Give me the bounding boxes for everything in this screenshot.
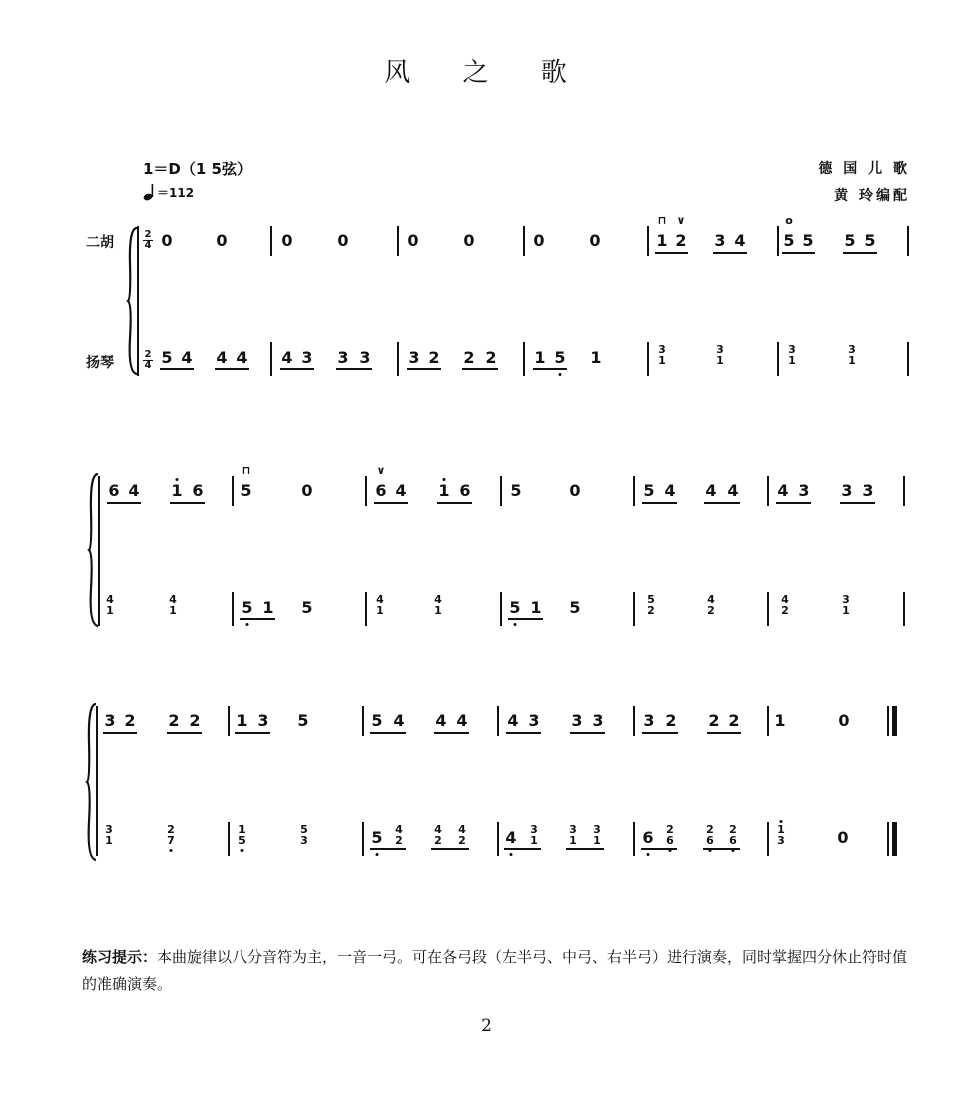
barline: [365, 476, 367, 506]
erhu-note: 4: [435, 711, 447, 730]
erhu-note: 1: [236, 711, 248, 730]
chord-lower-note: 1: [530, 834, 538, 847]
erhu-note: 3: [257, 711, 269, 730]
erhu-note: 3: [528, 711, 540, 730]
erhu-note: 4: [705, 481, 717, 500]
yangqin-chord: [716, 344, 724, 366]
yangqin-note: 4: [181, 348, 193, 367]
eighth-underline: [508, 618, 543, 620]
chord-upper-note: 3: [658, 343, 666, 356]
yangqin-chord: [707, 594, 715, 616]
chord-lower-note: 1: [658, 354, 666, 367]
chord-lower-note: 2: [707, 604, 715, 617]
chord-lower-note: 1: [169, 604, 177, 617]
yangqin-note: 1: [530, 598, 542, 617]
final-barline-thick: [892, 706, 897, 736]
yangqin-chord: [106, 594, 114, 616]
chord-lower-note: 1: [593, 834, 601, 847]
eighth-underline: [240, 618, 275, 620]
yangqin-chord: [777, 824, 785, 846]
octave-dot-low: [559, 373, 562, 376]
chord-lower-note: 2: [647, 604, 655, 617]
erhu-note: 0: [281, 231, 293, 250]
eighth-underline: [215, 368, 249, 370]
eighth-underline: [462, 368, 498, 370]
eighth-underline: [566, 848, 604, 850]
erhu-note: 1: [171, 481, 183, 500]
erhu-note: 5: [297, 711, 309, 730]
barline: [500, 476, 502, 506]
final-barline-thick: [892, 822, 897, 856]
page-number: 2: [481, 1016, 492, 1036]
erhu-note: 1: [438, 481, 450, 500]
yangqin-note: 1: [534, 348, 546, 367]
octave-dot-high: [176, 478, 179, 481]
barline: [397, 226, 399, 256]
bowing-mark-down: ⊓: [657, 214, 667, 227]
erhu-note: 5: [783, 231, 795, 250]
chord-upper-note: 4: [781, 593, 789, 606]
yangqin-chord: [569, 824, 577, 846]
erhu-note: 5: [864, 231, 876, 250]
yangqin-note: 5: [161, 348, 173, 367]
chord-upper-note: 4: [106, 593, 114, 606]
yangqin-chord: [300, 824, 308, 846]
yangqin-note: 3: [337, 348, 349, 367]
erhu-note: 3: [862, 481, 874, 500]
yangqin-note: 3: [359, 348, 371, 367]
yangqin-chord: [105, 824, 113, 846]
chord-upper-note: 1: [238, 823, 246, 836]
erhu-note: 5: [510, 481, 522, 500]
eighth-underline: [107, 502, 141, 504]
barline: [633, 592, 635, 626]
eighth-underline: [776, 502, 811, 504]
yangqin-note: 2: [485, 348, 497, 367]
octave-dot-low: [241, 849, 244, 852]
barline: [497, 822, 499, 856]
yangqin-chord: [593, 824, 601, 846]
chord-lower-note: 1: [842, 604, 850, 617]
barline: [365, 592, 367, 626]
barline: [907, 342, 909, 376]
chord-upper-note: 3: [788, 343, 796, 356]
eighth-underline: [167, 732, 202, 734]
erhu-note: 4: [727, 481, 739, 500]
yangqin-note: 5: [371, 828, 383, 847]
erhu-note: 4: [395, 481, 407, 500]
yangqin-chord: [434, 824, 442, 846]
yangqin-chord: [167, 824, 175, 846]
final-barline-thin: [887, 706, 889, 736]
eighth-underline: [641, 848, 677, 850]
yangqin-chord: [729, 824, 737, 846]
barline: [523, 342, 525, 376]
chord-lower-note: 3: [300, 834, 308, 847]
yangqin-note: 6: [642, 828, 654, 847]
yangqin-note: 2: [428, 348, 440, 367]
erhu-note: 3: [571, 711, 583, 730]
yangqin-note: 4: [281, 348, 293, 367]
yangqin-note: 0: [837, 828, 849, 847]
chord-lower-note: 1: [106, 604, 114, 617]
erhu-note: 0: [589, 231, 601, 250]
eighth-underline: [170, 502, 205, 504]
eighth-underline: [280, 368, 314, 370]
yangqin-note: 5: [569, 598, 581, 617]
yangqin-note: 5: [509, 598, 521, 617]
eighth-underline: [407, 368, 441, 370]
chord-lower-note: 3: [777, 834, 785, 847]
eighth-underline: [840, 502, 875, 504]
eighth-underline: [431, 848, 469, 850]
eighth-underline: [570, 732, 605, 734]
barline: [232, 476, 234, 506]
chord-upper-note: 5: [647, 593, 655, 606]
erhu-note: 0: [216, 231, 228, 250]
chord-lower-note: 7: [167, 834, 175, 847]
chord-lower-note: 2: [781, 604, 789, 617]
eighth-underline: [160, 368, 194, 370]
erhu-note: 1: [656, 231, 668, 250]
time-signature-erhu: 2 4: [144, 229, 152, 251]
yangqin-chord: [530, 824, 538, 846]
octave-dot-low: [246, 623, 249, 626]
barline: [777, 226, 779, 256]
tempo-value: ＝112: [157, 185, 195, 200]
erhu-note: 4: [734, 231, 746, 250]
chord-upper-note: 3: [842, 593, 850, 606]
octave-dot-high: [443, 478, 446, 481]
erhu-note: 4: [393, 711, 405, 730]
eighth-underline: [437, 502, 472, 504]
barline: [500, 592, 502, 626]
erhu-note: 5: [802, 231, 814, 250]
erhu-note: 6: [192, 481, 204, 500]
chord-upper-note: 4: [376, 593, 384, 606]
composer-credit: 德 国 儿 歌: [818, 161, 910, 177]
yangqin-chord: [647, 594, 655, 616]
erhu-note: 0: [301, 481, 313, 500]
barline: [362, 822, 364, 856]
erhu-note: 2: [168, 711, 180, 730]
chord-upper-note: 4: [169, 593, 177, 606]
barline: [270, 226, 272, 256]
chord-upper-note: 2: [666, 823, 674, 836]
yangqin-note: 4: [505, 828, 517, 847]
chord-upper-note: 5: [300, 823, 308, 836]
barline: [903, 592, 905, 626]
chord-upper-note: 3: [593, 823, 601, 836]
yangqin-note: 5: [241, 598, 253, 617]
chord-lower-note: 6: [729, 834, 737, 847]
erhu-note: 5: [240, 481, 252, 500]
erhu-note: 2: [708, 711, 720, 730]
erhu-note: 2: [189, 711, 201, 730]
barline: [270, 342, 272, 376]
erhu-note: 4: [507, 711, 519, 730]
chord-lower-note: 2: [395, 834, 403, 847]
chord-lower-note: 1: [376, 604, 384, 617]
erhu-note: 0: [838, 711, 850, 730]
erhu-note: 6: [375, 481, 387, 500]
quarter-note-icon: [143, 183, 155, 201]
chord-lower-note: 1: [716, 354, 724, 367]
erhu-note: 3: [798, 481, 810, 500]
erhu-note: 3: [104, 711, 116, 730]
eighth-underline: [103, 732, 137, 734]
yangqin-chord: [395, 824, 403, 846]
yangqin-note: 1: [262, 598, 274, 617]
system-bracket: [84, 702, 100, 862]
barline: [523, 226, 525, 256]
eighth-underline: [707, 732, 741, 734]
practice-hint-text: 本曲旋律以八分音符为主，一音一弓。可在各弓段（左半弓、中弓、右半弓）进行演奏，同时掌握四分休止符时值的准确演奏。: [82, 948, 908, 993]
final-barline-thin: [887, 822, 889, 856]
erhu-note: 0: [533, 231, 545, 250]
eighth-underline: [642, 502, 677, 504]
eighth-underline: [336, 368, 372, 370]
instrument-label-yangqin: 扬琴: [86, 355, 114, 371]
erhu-note: 4: [664, 481, 676, 500]
erhu-note: 0: [463, 231, 475, 250]
octave-dot-low: [510, 853, 513, 856]
erhu-note: 4: [777, 481, 789, 500]
barline: [497, 706, 499, 736]
chord-lower-note: 1: [434, 604, 442, 617]
eighth-underline: [843, 252, 877, 254]
erhu-note: 5: [643, 481, 655, 500]
barline: [228, 822, 230, 856]
erhu-note: 0: [407, 231, 419, 250]
erhu-note: 6: [108, 481, 120, 500]
barline: [232, 592, 234, 626]
arranger-credit: 黄 玲编配: [834, 188, 910, 204]
erhu-note: 3: [714, 231, 726, 250]
yangqin-chord: [376, 594, 384, 616]
yangqin-note: 2: [463, 348, 475, 367]
eighth-underline: [713, 252, 747, 254]
yangqin-chord: [842, 594, 850, 616]
yangqin-chord: [458, 824, 466, 846]
chord-lower-note: 6: [666, 834, 674, 847]
barline: [228, 706, 230, 736]
erhu-note: 4: [456, 711, 468, 730]
erhu-note: 2: [675, 231, 687, 250]
chord-upper-note: 3: [716, 343, 724, 356]
chord-upper-note: 4: [707, 593, 715, 606]
erhu-note: 3: [643, 711, 655, 730]
erhu-note: 6: [459, 481, 471, 500]
erhu-note: 5: [844, 231, 856, 250]
erhu-note: 1: [774, 711, 786, 730]
barline: [633, 706, 635, 736]
eighth-underline: [642, 732, 678, 734]
octave-dot-low: [647, 853, 650, 856]
tempo-marking: [143, 183, 194, 201]
chord-upper-note: 4: [434, 593, 442, 606]
yangqin-note: 4: [216, 348, 228, 367]
bowing-mark-up: ∨: [376, 464, 386, 477]
erhu-note: 0: [569, 481, 581, 500]
octave-dot-low: [170, 849, 173, 852]
eighth-underline: [782, 252, 815, 254]
yangqin-chord: [658, 344, 666, 366]
yangqin-note: 4: [236, 348, 248, 367]
chord-upper-note: 3: [569, 823, 577, 836]
barline: [647, 226, 649, 256]
chord-lower-note: 1: [848, 354, 856, 367]
yangqin-chord: [706, 824, 714, 846]
erhu-note: 3: [841, 481, 853, 500]
yangqin-chord: [788, 344, 796, 366]
chord-upper-note: 2: [706, 823, 714, 836]
yangqin-note: 5: [301, 598, 313, 617]
eighth-underline: [370, 848, 406, 850]
system-connector: [137, 226, 139, 376]
chord-upper-note: 4: [395, 823, 403, 836]
system-bracket: [86, 472, 102, 628]
system-connector: [98, 476, 100, 626]
chord-upper-note: 3: [105, 823, 113, 836]
chord-upper-note: 2: [167, 823, 175, 836]
eighth-underline: [434, 732, 469, 734]
chord-lower-note: 2: [434, 834, 442, 847]
instrument-label-erhu: 二胡: [86, 235, 114, 251]
chord-upper-note: 2: [729, 823, 737, 836]
chord-lower-note: 6: [706, 834, 714, 847]
practice-hint: [82, 944, 912, 998]
system-bracket: [125, 226, 141, 376]
eighth-underline: [703, 848, 740, 850]
barline: [767, 706, 769, 736]
eighth-underline: [370, 732, 406, 734]
barline: [903, 476, 905, 506]
eighth-underline: [504, 848, 541, 850]
barline: [362, 706, 364, 736]
bowing-mark-up: ∨: [676, 214, 686, 227]
yangqin-note: 3: [301, 348, 313, 367]
barline: [767, 822, 769, 856]
yangqin-chord: [666, 824, 674, 846]
yangqin-chord: [434, 594, 442, 616]
barline: [777, 342, 779, 376]
yangqin-chord: [238, 824, 246, 846]
yangqin-note: 1: [590, 348, 602, 367]
erhu-note: 0: [161, 231, 173, 250]
chord-upper-note: 3: [530, 823, 538, 836]
bowing-mark-open: o: [785, 214, 793, 227]
chord-upper-note: 4: [434, 823, 442, 836]
barline: [767, 592, 769, 626]
erhu-note: 3: [592, 711, 604, 730]
chord-lower-note: 1: [105, 834, 113, 847]
eighth-underline: [506, 732, 541, 734]
erhu-note: 2: [728, 711, 740, 730]
erhu-note: 0: [337, 231, 349, 250]
system-connector: [96, 706, 98, 856]
key-signature: 1＝D（1 5弦）: [143, 160, 252, 178]
erhu-note: 2: [124, 711, 136, 730]
eighth-underline: [655, 252, 688, 254]
octave-dot-high: [780, 820, 783, 823]
octave-dot-low: [514, 623, 517, 626]
chord-lower-note: 1: [788, 354, 796, 367]
chord-upper-note: 1: [777, 823, 785, 836]
barline: [633, 476, 635, 506]
eighth-underline: [374, 502, 408, 504]
octave-dot-low: [376, 853, 379, 856]
barline: [907, 226, 909, 256]
practice-hint-label: 练习提示：: [82, 948, 158, 966]
eighth-underline: [704, 502, 740, 504]
chord-lower-note: 1: [569, 834, 577, 847]
eighth-underline: [235, 732, 270, 734]
chord-lower-note: 2: [458, 834, 466, 847]
time-signature-yangqin: 2 4: [144, 349, 152, 371]
yangqin-chord: [781, 594, 789, 616]
page-title: 风 之 歌: [384, 58, 589, 88]
bowing-mark-down: ⊓: [241, 464, 251, 477]
barline: [397, 342, 399, 376]
yangqin-note: 5: [554, 348, 566, 367]
erhu-note: 5: [371, 711, 383, 730]
yangqin-note: 3: [408, 348, 420, 367]
chord-lower-note: 5: [238, 834, 246, 847]
erhu-note: 2: [665, 711, 677, 730]
erhu-note: 4: [128, 481, 140, 500]
yangqin-chord: [169, 594, 177, 616]
chord-upper-note: 4: [458, 823, 466, 836]
chord-upper-note: 3: [848, 343, 856, 356]
yangqin-chord: [848, 344, 856, 366]
barline: [767, 476, 769, 506]
barline: [647, 342, 649, 376]
barline: [633, 822, 635, 856]
eighth-underline: [533, 368, 567, 370]
